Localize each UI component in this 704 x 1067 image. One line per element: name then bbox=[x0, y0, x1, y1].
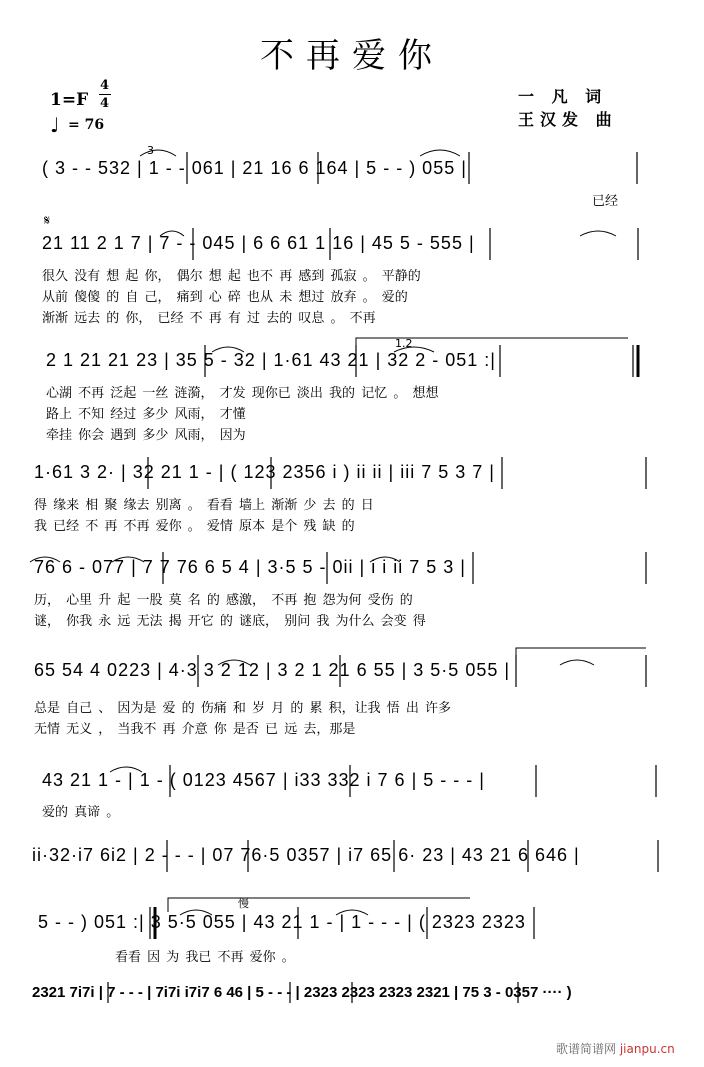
key-signature: 1=F bbox=[50, 90, 89, 110]
notation-row-4: 1·61 3 2· | 32 21 1 - | ( 123 2356 i ) ii ii | iii 7 5 3 7 | bbox=[34, 462, 495, 482]
notation-row-7: 43 21 1 - | 1 - ( 0123 4567 | i33 332 i 7 6 | 5 - - - | bbox=[42, 770, 485, 790]
notation-row-8: ii·32·i7 6i2 | 2 - - - | 07 76·5 0357 | i7 65 6· 23 | 43 21 6 646 | bbox=[32, 845, 580, 865]
lyric-row-1-line-1: 已经 bbox=[592, 194, 619, 209]
lyric-row-6-line-2: 无情 无义 ， 当我不 再 介意 你 是否 已 远 去，那是 bbox=[34, 722, 356, 737]
lyric-row-4-line-2: 我 已经 不 再 不再 爱你 。 爱情 原本 是个 残 缺 的 bbox=[34, 519, 355, 534]
notation-row-9: 5 - - ) 051 :| 3 5·5 055 | 43 21 1 - | 1 - - - | ( 2323 2323 bbox=[38, 912, 526, 932]
notation-row-5: 76 6 - 077 | 7 7 76 6 5 4 | 3·5 5 - 0ii | i i ii 7 5 3 | bbox=[34, 557, 466, 577]
notation-row-10: 2321 7i7i | 7 - - - | 7i7i i7i7 6 46 | 5 - - - | 2323 2323 2323 2321 | 75 3 - 0357 ···· ) bbox=[32, 984, 572, 1001]
triplet-mark: 3 bbox=[147, 144, 154, 157]
segno-icon: 𝄋 bbox=[44, 213, 51, 229]
lyric-row-7-line-1: 爱的 真谛 。 bbox=[42, 805, 120, 820]
composer-credit: 王汉发 曲 bbox=[518, 110, 618, 129]
notation-row-6: 65 54 4 0223 | 4·3 3 2 12 | 3 2 1 21 6 55 | 3 5·5 055 | bbox=[34, 660, 511, 680]
footer-url: jianpu.cn bbox=[619, 1042, 675, 1056]
lyric-row-5-line-2: 谜， 你我 永 远 无法 揭 开它 的 谜底， 别问 我 为什么 会变 得 bbox=[34, 614, 426, 629]
volta-mark: 1.2 bbox=[395, 337, 413, 350]
time-signature-bottom: 4 bbox=[100, 96, 110, 111]
lyric-row-5-line-1: 历， 心里 升 起 一股 莫 名 的 感激， 不再 抱 怨为何 受伤 的 bbox=[34, 593, 413, 608]
time-signature-top: 4 bbox=[100, 78, 110, 93]
lyric-row-9-line-1: 看看 因 为 我已 不再 爱你 。 bbox=[115, 950, 295, 965]
time-signature-rule bbox=[99, 94, 111, 95]
lyric-row-4-line-1: 得 缘来 相 聚 缘去 别离 。 看看 墙上 渐渐 少 去 的 日 bbox=[34, 498, 374, 513]
lyric-row-6-line-1: 总是 自己 、 因为是 爱 的 伤痛 和 岁 月 的 累 积，让我 悟 出 许多 bbox=[34, 701, 451, 716]
tempo-mark: = 76 bbox=[68, 117, 105, 133]
tempo-slow-mark: 慢 bbox=[238, 897, 249, 910]
lyric-row-3-line-3: 牵挂 你会 遇到 多少 风雨， 因为 bbox=[46, 428, 246, 443]
footer-watermark bbox=[556, 1040, 675, 1057]
notation-row-2: 21 11 2 1 7 | 7 - - 045 | 6 6 61 1 16 | 45 5 - 555 | bbox=[42, 233, 475, 253]
lyric-row-3-line-1: 心湖 不再 泛起 一丝 涟漪， 才发 现你已 淡出 我的 记忆 。 想想 bbox=[46, 386, 439, 401]
lyric-row-2-line-1: 很久 没有 想 起 你， 偶尔 想 起 也不 再 感到 孤寂 。 平静的 bbox=[42, 269, 421, 284]
lyric-row-3-line-2: 路上 不知 经过 多少 风雨， 才懂 bbox=[46, 407, 246, 422]
lyricist-credit: 一 凡 词 bbox=[518, 87, 608, 106]
notation-row-3: 2 1 21 21 23 | 35 5 - 32 | 1·61 43 21 | 32 2 - 051 :| bbox=[46, 350, 496, 370]
footer-site: 歌谱简谱网 bbox=[556, 1042, 617, 1056]
notation-row-1: ( 3 - - 532 | 1 - - 061 | 21 16 6 164 | 5 - - ) 055 | bbox=[42, 158, 467, 178]
lyric-row-2-line-3: 渐渐 远去 的 你， 已经 不 再 有 过 去的 叹息 。 不再 bbox=[42, 311, 376, 326]
quarter-note-icon: ♩ bbox=[50, 113, 60, 137]
lyric-row-2-line-2: 从前 傻傻 的 自 己， 痛到 心 碎 也从 未 想过 放弃 。 爱的 bbox=[42, 290, 408, 305]
song-title: 不再爱你 bbox=[260, 36, 444, 76]
